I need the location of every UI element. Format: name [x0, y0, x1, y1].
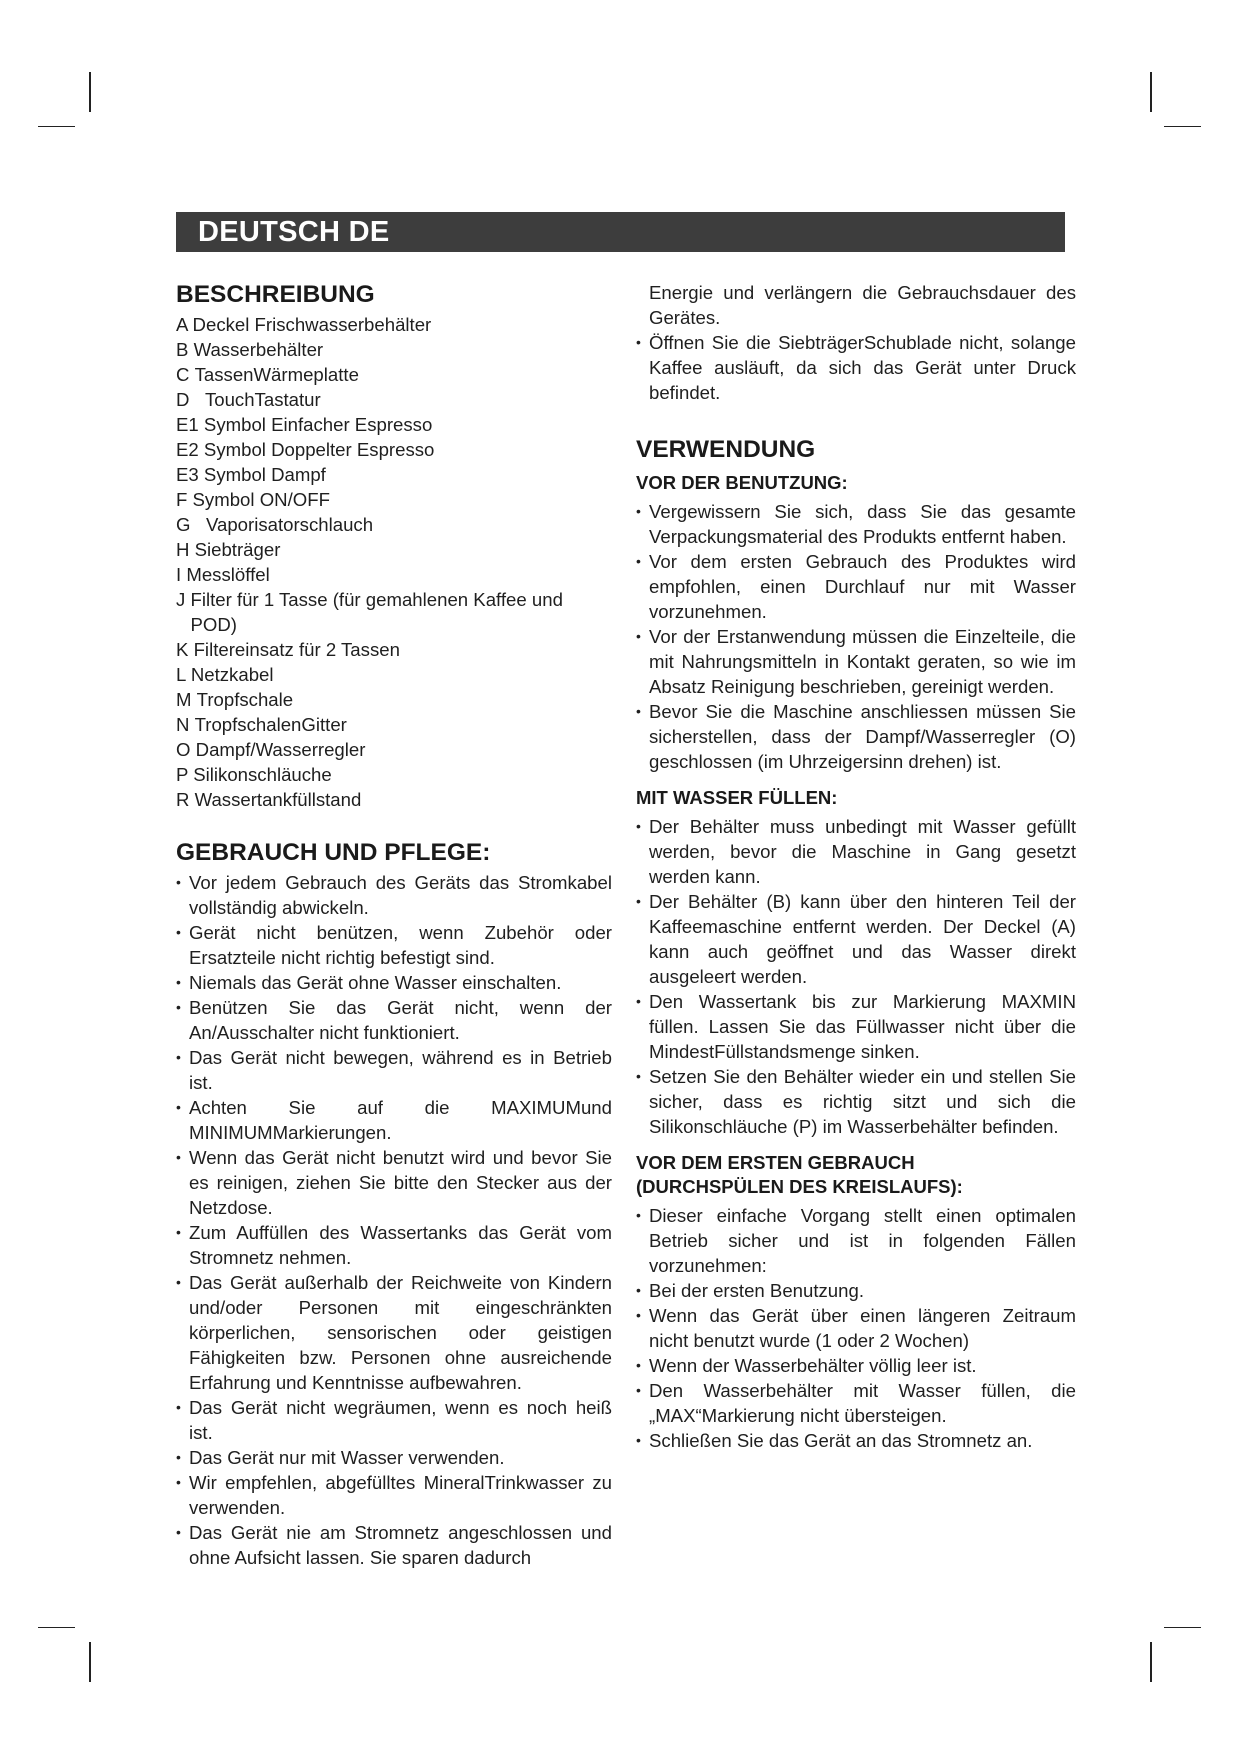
part-key: C: [176, 364, 195, 385]
mit-wasser-bullets: [636, 814, 1076, 1139]
bullet-item: [176, 1145, 612, 1220]
part-key: H: [176, 539, 195, 560]
bullet-dot-icon: •: [636, 1357, 641, 1373]
bullet-item: [636, 624, 1076, 699]
bullet-dot-icon: •: [636, 1432, 641, 1448]
bullet-dot-icon: •: [176, 1099, 181, 1115]
bullet-item: [636, 499, 1076, 549]
part-label: Wasserbehälter: [193, 339, 324, 360]
bullet-item: [176, 870, 612, 920]
crop-mark: [1164, 1627, 1201, 1628]
bullet-item: [636, 1064, 1076, 1139]
bullet-text: Das Gerät nur mit Wasser verwenden.: [189, 1447, 505, 1468]
part-label: TassenWärmeplatte: [194, 364, 359, 385]
beschreibung-heading: BESCHREIBUNG: [176, 281, 375, 308]
bullet-dot-icon: •: [176, 1524, 181, 1540]
bullet-dot-icon: •: [176, 1474, 181, 1490]
part-item: [176, 487, 612, 512]
part-item: [176, 637, 612, 662]
bullet-text: Zum Auffüllen des Wassertanks das Gerät vom Stromnetz nehmen.: [189, 1222, 612, 1268]
bullet-item: [176, 1045, 612, 1095]
bullet-dot-icon: •: [176, 874, 181, 890]
erster-gebrauch-heading: VOR DEM ERSTEN GEBRAUCH (DURCHSPÜLEN DES KREISLAUFS):: [636, 1152, 963, 1197]
part-label: Vaporisatorschlauch: [205, 514, 374, 535]
part-key: I: [176, 564, 187, 585]
vor-der-benutzung-bullets: [636, 499, 1076, 774]
part-key: J: [176, 589, 191, 610]
bullet-item: [636, 989, 1076, 1064]
part-item: [176, 437, 612, 462]
bullet-item: [176, 970, 612, 995]
bullet-text: Benützen Sie das Gerät nicht, wenn der An/Ausschalter nicht funktioniert.: [189, 997, 612, 1043]
crop-mark: [89, 72, 91, 112]
part-label: Siebträger: [194, 539, 281, 560]
language-header: DEUTSCH DE: [176, 212, 1065, 252]
part-item: [176, 362, 612, 387]
part-key: N: [176, 714, 195, 735]
part-key: R: [176, 789, 195, 810]
mit-wasser-heading: MIT WASSER FÜLLEN:: [636, 787, 838, 808]
part-key: O: [176, 739, 196, 760]
bullet-text: Öffnen Sie die SiebträgerSchublade nicht, solange Kaffee ausläuft, da sich das Gerät unter Druck befindet.: [649, 332, 1076, 403]
bullet-dot-icon: •: [636, 993, 641, 1009]
parts-list: [176, 312, 612, 812]
part-label: Silikonschläuche: [193, 764, 332, 785]
bullet-item: [176, 1220, 612, 1270]
bullet-item: [176, 1445, 612, 1470]
continuation-text: Energie und verlängern die Gebrauchsdauer des Gerätes.: [649, 282, 1076, 328]
part-item: [176, 762, 612, 787]
part-label: Symbol Einfacher Espresso: [203, 414, 433, 435]
part-item: [176, 312, 612, 337]
part-key: B: [176, 339, 194, 360]
gebrauch-bullets: [176, 870, 612, 1570]
bullet-text: Wenn das Gerät über einen längeren Zeitraum nicht benutzt wurde (1 oder 2 Wochen): [649, 1305, 1076, 1351]
bullet-text: Niemals das Gerät ohne Wasser einschalten.: [189, 972, 562, 993]
part-key: A: [176, 314, 193, 335]
crop-mark: [1150, 72, 1152, 112]
bullet-text: Vor der Erstanwendung müssen die Einzelteile, die mit Nahrungsmitteln in Kontakt geraten, so wie im Absatz Reinigung beschrieben, gereinigt werden.: [649, 626, 1076, 697]
bullet-text: Bei der ersten Benutzung.: [649, 1280, 864, 1301]
crop-mark: [89, 1642, 91, 1682]
bullet-dot-icon: •: [636, 334, 641, 350]
part-item: [176, 787, 612, 812]
bullet-text: Vor jedem Gebrauch des Geräts das Stromkabel vollständig abwickeln.: [189, 872, 612, 918]
part-item: [176, 712, 612, 737]
bullet-item: [636, 1378, 1076, 1428]
bullet-dot-icon: •: [176, 1224, 181, 1240]
bullet-text: Das Gerät nicht bewegen, während es in Betrieb ist.: [189, 1047, 612, 1093]
bullet-item: [636, 889, 1076, 989]
crop-mark: [38, 1627, 75, 1628]
bullet-text: Wenn das Gerät nicht benutzt wird und bevor Sie es reinigen, ziehen Sie bitte den Stecker aus der Netzdose.: [189, 1147, 612, 1218]
bullet-item: [176, 1095, 612, 1145]
erster-gebrauch-bullets: [636, 1203, 1076, 1453]
bullet-dot-icon: •: [176, 924, 181, 940]
part-label: Netzkabel: [190, 664, 274, 685]
bullet-text: Wir empfehlen, abgefülltes MineralTrinkwasser zu verwenden.: [189, 1472, 612, 1518]
bullet-dot-icon: •: [636, 893, 641, 909]
part-key: D: [176, 389, 205, 410]
bullet-text: Wenn der Wasserbehälter völlig leer ist.: [649, 1355, 977, 1376]
bullet-item: [636, 814, 1076, 889]
bullet-dot-icon: •: [636, 818, 641, 834]
bullet-dot-icon: •: [636, 1282, 641, 1298]
bullet-item: [176, 1270, 612, 1395]
part-label: Symbol ON/OFF: [192, 489, 330, 510]
part-item: [176, 662, 612, 687]
bullet-text: Gerät nicht benützen, wenn Zubehör oder Ersatzteile nicht richtig befestigt sind.: [189, 922, 612, 968]
bullet-item: [636, 330, 1076, 405]
bullet-text: Schließen Sie das Gerät an das Stromnetz an.: [649, 1430, 1033, 1451]
bullet-text: Achten Sie auf die MAXIMUMund MINIMUMMarkierungen.: [189, 1097, 612, 1143]
bullet-dot-icon: •: [636, 1307, 641, 1323]
bullet-text: Vergewissern Sie sich, dass Sie das gesamte Verpackungsmaterial des Produkts entfernt haben.: [649, 501, 1076, 547]
part-item: [176, 512, 612, 537]
bullet-text: Setzen Sie den Behälter wieder ein und stellen Sie sicher, dass es richtig sitzt und sich die Silikonschläuche (P) im Wasserbehälter befinden.: [649, 1066, 1076, 1137]
part-label: Symbol Doppelter Espresso: [203, 439, 435, 460]
crop-mark: [1150, 1642, 1152, 1682]
bullet-item: [176, 1470, 612, 1520]
part-label: Filtereinsatz für 2 Tassen: [193, 639, 400, 660]
bullet-text: Vor dem ersten Gebrauch des Produktes wird empfohlen, einen Durchlauf nur mit Wasser vorzunehmen.: [649, 551, 1076, 622]
bullet-item: [176, 995, 612, 1045]
bullet-dot-icon: •: [636, 503, 641, 519]
part-key: G: [176, 514, 206, 535]
verwendung-heading: VERWENDUNG: [636, 436, 816, 463]
bullet-text: Bevor Sie die Maschine anschliessen müssen Sie sicherstellen, dass der Dampf/Wasserregler (O) geschlossen (im Uhrzeigersinn drehen) ist.: [649, 701, 1076, 772]
part-key: M: [176, 689, 197, 710]
bullet-item: [636, 1303, 1076, 1353]
part-key: L: [176, 664, 191, 685]
part-item: [176, 687, 612, 712]
vor-der-benutzung-heading: VOR DER BENUTZUNG:: [636, 472, 848, 493]
bullet-item: [636, 1278, 1076, 1303]
part-label: Wassertankfüllstand: [194, 789, 362, 810]
part-label: Filter für 1 Tasse (für gemahlenen Kaffee und POD): [190, 589, 563, 635]
bullet-dot-icon: •: [176, 974, 181, 990]
crop-mark: [1164, 126, 1201, 127]
part-label: Deckel Frischwasserbehälter: [192, 314, 432, 335]
right-column: [636, 280, 1076, 1453]
part-label: Dampf/Wasserregler: [195, 739, 366, 760]
bullet-dot-icon: •: [176, 1149, 181, 1165]
bullet-item: [636, 1203, 1076, 1278]
bullet-dot-icon: •: [176, 999, 181, 1015]
part-label: Tropfschale: [196, 689, 294, 710]
gebrauch-heading: GEBRAUCH UND PFLEGE:: [176, 839, 491, 866]
bullet-item: [636, 699, 1076, 774]
bullet-text: Das Gerät nie am Stromnetz angeschlossen und ohne Aufsicht lassen. Sie sparen dadurch: [189, 1522, 612, 1568]
part-key: E2: [176, 439, 204, 460]
part-item: [176, 537, 612, 562]
bullet-dot-icon: •: [176, 1449, 181, 1465]
bullet-item: [636, 1353, 1076, 1378]
bullet-dot-icon: •: [636, 628, 641, 644]
bullet-item: [636, 1428, 1076, 1453]
bullet-text: Den Wassertank bis zur Markierung MAXMIN füllen. Lassen Sie das Füllwasser nicht über die MindestFüllstandsmenge sinken.: [649, 991, 1076, 1062]
bullet-text: Dieser einfache Vorgang stellt einen optimalen Betrieb sicher und ist in folgenden Fällen vorzunehmen:: [649, 1205, 1076, 1276]
bullet-text: Der Behälter (B) kann über den hinteren Teil der Kaffeemaschine entfernt werden. Der Deckel (A) kann auch geöffnet und das Wasser direkt ausgeleert werden.: [649, 891, 1076, 987]
bullet-dot-icon: •: [176, 1399, 181, 1415]
part-key: E1: [176, 414, 204, 435]
intro-bullets: [636, 330, 1076, 405]
part-label: Symbol Dampf: [203, 464, 326, 485]
bullet-dot-icon: •: [636, 1068, 641, 1084]
part-item: [176, 337, 612, 362]
crop-mark: [38, 126, 75, 127]
part-key: E3: [176, 464, 204, 485]
bullet-item: [176, 1520, 612, 1570]
bullet-text: Der Behälter muss unbedingt mit Wasser gefüllt werden, bevor die Maschine in Gang gesetzt werden kann.: [649, 816, 1076, 887]
bullet-dot-icon: •: [636, 553, 641, 569]
bullet-dot-icon: •: [636, 1382, 641, 1398]
part-label: Messlöffel: [186, 564, 270, 585]
part-item: [176, 587, 612, 637]
part-key: K: [176, 639, 194, 660]
bullet-text: Den Wasserbehälter mit Wasser füllen, die „MAX“Markierung nicht übersteigen.: [649, 1380, 1076, 1426]
bullet-item: [176, 1395, 612, 1445]
part-item: [176, 387, 612, 412]
part-label: TropfschalenGitter: [194, 714, 347, 735]
part-item: [176, 412, 612, 437]
part-item: [176, 737, 612, 762]
part-key: P: [176, 764, 194, 785]
bullet-dot-icon: •: [636, 703, 641, 719]
bullet-text: Das Gerät außerhalb der Reichweite von Kindern und/oder Personen mit eingeschränkten körperlichen, sensorischen oder geistigen Fähigkeiten bzw. Personen ohne ausreichende Erfahrung und Kenntnisse aufbewahren.: [189, 1272, 612, 1393]
bullet-dot-icon: •: [176, 1274, 181, 1290]
part-key: F: [176, 489, 193, 510]
part-label: TouchTastatur: [204, 389, 321, 410]
bullet-text: Das Gerät nicht wegräumen, wenn es noch heiß ist.: [189, 1397, 612, 1443]
bullet-dot-icon: •: [636, 1207, 641, 1223]
left-column: [176, 280, 612, 1570]
bullet-item: [176, 920, 612, 970]
part-item: [176, 562, 612, 587]
part-item: [176, 462, 612, 487]
bullet-item: [636, 549, 1076, 624]
bullet-dot-icon: •: [176, 1049, 181, 1065]
